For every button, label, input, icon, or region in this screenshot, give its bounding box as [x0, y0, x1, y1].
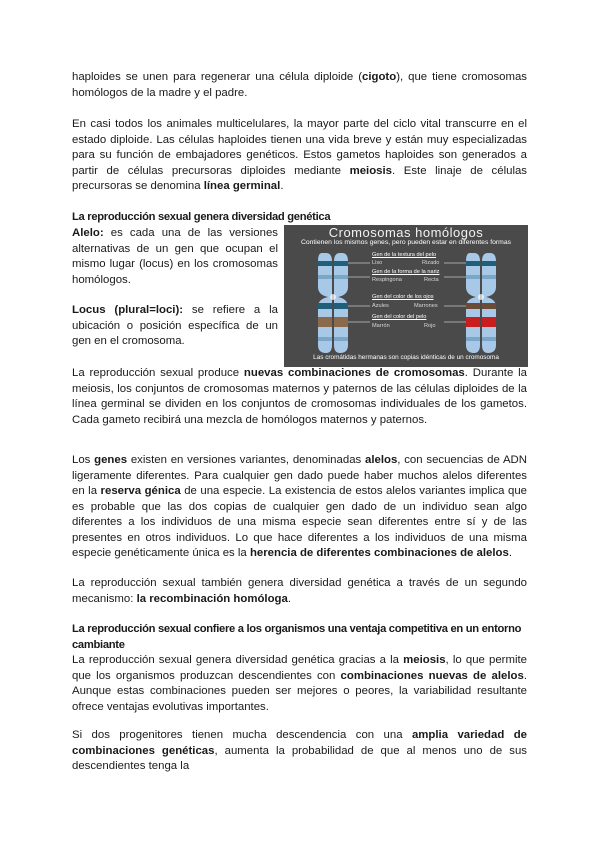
text: Los [72, 454, 95, 466]
text: . Aunque estas combinaciones pueden ser mejores o peores, la variabilidad resultante ofrece ventajas evolutivas importantes. [72, 669, 527, 713]
bold-term: cigoto [362, 71, 397, 83]
paragraph-progenitores [72, 728, 527, 775]
homologous-chromosomes-figure [284, 225, 528, 367]
text: ), que tiene cromosomas homólogos de la madre y el padre. [72, 71, 527, 99]
text: . Durante la meiosis, los conjuntos de cromosomas maternos y paternos de las células diploides de la línea germinal se dividen en los conjuntos de cromosomas individuales de los gametos. Cada gameto recibirá una mezcla de homólogos maternos y paternos. [72, 367, 527, 426]
gene-label-nariz: Gen de la forma de la nariz [372, 269, 440, 275]
allele-right-label: Marrones [414, 303, 438, 309]
allele-left-label: Liso [372, 260, 383, 266]
text: Si dos progenitores tienen mucha descendencia con una [72, 729, 412, 741]
text: existen en versiones variantes, denominadas [127, 454, 365, 466]
allele-right-label: Recta [424, 277, 439, 283]
figure-subtitle: Contienen los mismos genes, pero pueden estar en diferentes formas [300, 239, 512, 246]
heading-text: La reproducción sexual confiere a los organismos una ventaja competitiva en un entorno cambiante [72, 623, 522, 651]
text: La reproducción sexual produce [72, 367, 244, 379]
text: de una especie. La existencia de estos alelos variantes implica que es probable que las dos copias de cualquier gen dado de un individuo sean algo diferentes a los individuos de una misma especie sean diferentes entre sí y de las presentes en otros individuos. Lo que hace diferentes a los individuos de una misma especie genéticamente única es la [72, 485, 527, 559]
definition-text: es cada una de las versiones alternativas de un gen que ocupan el mismo lugar (locus) en los cromosomas homólogos. [72, 227, 278, 286]
paragraph-meiosis [72, 117, 527, 195]
bold-term: herencia de diferentes combinaciones de alelos [249, 547, 509, 559]
right-chromosome [466, 253, 496, 353]
allele-right-label: Rizado [422, 260, 440, 266]
bold-term: la recombinación homóloga [136, 592, 288, 605]
term: Locus (plural=loci): [72, 304, 184, 316]
bold-term: meiosis [403, 654, 446, 666]
allele-left-label: Azules [372, 303, 389, 309]
allele-left-label: Respingona [372, 277, 402, 283]
text: . [280, 180, 284, 192]
bold-term: línea germinal [203, 180, 281, 192]
heading-text: La reproducción sexual genera diversidad genética [72, 211, 331, 223]
text: , lo que permite que los organismos produzcan descendientes con [72, 654, 527, 682]
bold-term: nuevas combinaciones de cromosomas [243, 367, 465, 379]
text: , con secuencias de ADN ligeramente diferentes. Para cualquier gen dado puede haber muchos alelos diferentes en la [72, 454, 527, 497]
bold-term: genes [94, 454, 128, 466]
figure-caption: Las cromátidas hermanas son copias idénticas de un cromosoma [313, 354, 499, 361]
left-chromosome [318, 253, 348, 353]
allele-right-label: Rojo [424, 323, 436, 329]
text: La reproducción sexual también genera diversidad genética a través de un segundo mecanismo: [72, 577, 527, 605]
bold-term: reserva génica [100, 485, 181, 497]
text: En casi todos los animales multicelulares, la mayor parte del ciclo vital transcurre en el estado diploide. Las células haploides tienen una vida breve y están muy especializadas para su función de embajadores genéticos. Estos gametos haploides son generados a partir de células precursoras diploides mediante [72, 118, 527, 177]
bold-term: alelos [365, 454, 398, 466]
paragraph-meiosis-diversidad [72, 653, 527, 715]
gene-label-pelo: Gen del color del pelo [372, 314, 427, 320]
gene-label-textura: Gen de la textura del pelo [372, 252, 437, 258]
text: haploides se unen para regenerar una célula diploide ( [72, 71, 363, 83]
text: . [287, 592, 292, 605]
bold-term: amplia variedad de combinaciones genéticas [72, 729, 527, 757]
text: , aumenta la probabilidad de que al menos uno de sus descendientes tenga la [72, 744, 527, 772]
text: . [508, 547, 513, 559]
gene-label-ojos: Gen del color de los ojos [372, 294, 434, 300]
paragraph-cigoto [72, 70, 527, 101]
bold-term: meiosis [349, 164, 392, 177]
text: La reproducción sexual genera diversidad genética gracias a la [72, 654, 404, 666]
allele-left-label: Marrón [372, 323, 390, 329]
definition-locus [72, 303, 278, 350]
term: Alelo: [72, 227, 104, 239]
bold-term: combinaciones nuevas de alelos [340, 669, 524, 682]
text: . Este linaje de células precursoras se denomina [72, 164, 528, 192]
definition-text: se refiere a la ubicación o posición específica de un gen en el cromosoma. [72, 304, 278, 347]
definition-alelo [72, 226, 278, 288]
paragraph-alelos [72, 453, 527, 562]
section-heading-diversidad [72, 210, 527, 226]
figure-title: Cromosomas homólogos [328, 225, 484, 240]
section-heading-ventaja [72, 622, 527, 653]
paragraph-combinaciones [72, 366, 527, 428]
paragraph-recombinacion [72, 576, 527, 607]
